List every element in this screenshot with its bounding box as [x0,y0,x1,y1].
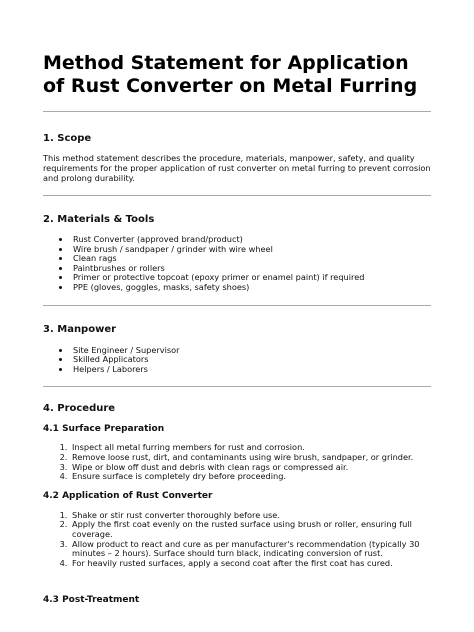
list-item: • Helpers / Laborers [71,365,431,375]
list-item: • Wire brush / sandpaper / grinder with wire wheel [71,245,431,255]
list-item: • Primer or protective topcoat (epoxy primer or enamel paint) if required [71,273,431,283]
list-item: 2. Remove loose rust, dirt, and contaminants using wire brush, sandpaper, or grinder. [70,453,431,463]
title-divider [43,111,431,112]
list-item: 3. Wipe or blow off dust and debris with clean rags or compressed air. [70,463,431,473]
list-item: 1. Inspect all metal furring members for rust and corrosion. [70,443,431,453]
document-title: Method Statement for Application of Rust Converter on Metal Furring [43,52,418,97]
surface-prep-list [43,443,431,481]
scope-heading: 1. Scope [43,133,92,144]
procedure-heading: 4. Procedure [43,403,116,415]
manpower-divider [43,386,431,387]
surface-prep-heading: 4.1 Surface Preparation [43,424,165,435]
list-item: 2. Apply the first coat evenly on the rusted surface using brush or roller, ensuring full coverage. [70,520,431,539]
materials-heading: 2. Materials & Tools [43,214,155,225]
list-item: • PPE (gloves, goggles, masks, safety shoes) [71,283,431,293]
application-heading: 4.2 Application of Rust Converter [43,490,213,501]
list-item: 3. Allow product to react and cure as per manufacturer's recommendation (typically 30 minutes – 2 hours). Surface should turn black, indicating conversion of rust. [70,540,431,559]
manpower-list [43,346,431,375]
list-item: • Clean rags [71,254,431,264]
scope-text: This method statement describes the procedure, materials, manpower, safety, and quality requirements for the proper application of rust converter on metal furring to prevent corrosion and prolong durability. [43,153,431,183]
scope-divider [43,195,431,196]
list-item: • Skilled Applicators [71,355,431,365]
materials-list [43,235,431,293]
list-item: • Site Engineer / Supervisor [71,346,431,356]
list-item: 4. Ensure surface is completely dry before proceeding. [70,472,431,482]
list-item: 1. Shake or stir rust converter thoroughly before use. [70,511,431,521]
list-item: • Rust Converter (approved brand/product) [71,235,431,245]
list-item: • Paintbrushes or rollers [71,264,431,274]
list-item: 4. For heavily rusted surfaces, apply a second coat after the first coat has cured. [70,559,431,569]
materials-divider [43,305,431,306]
application-list [43,511,431,569]
manpower-heading: 3. Manpower [43,323,117,335]
post-treatment-heading: 4.3 Post-Treatment [43,595,140,606]
